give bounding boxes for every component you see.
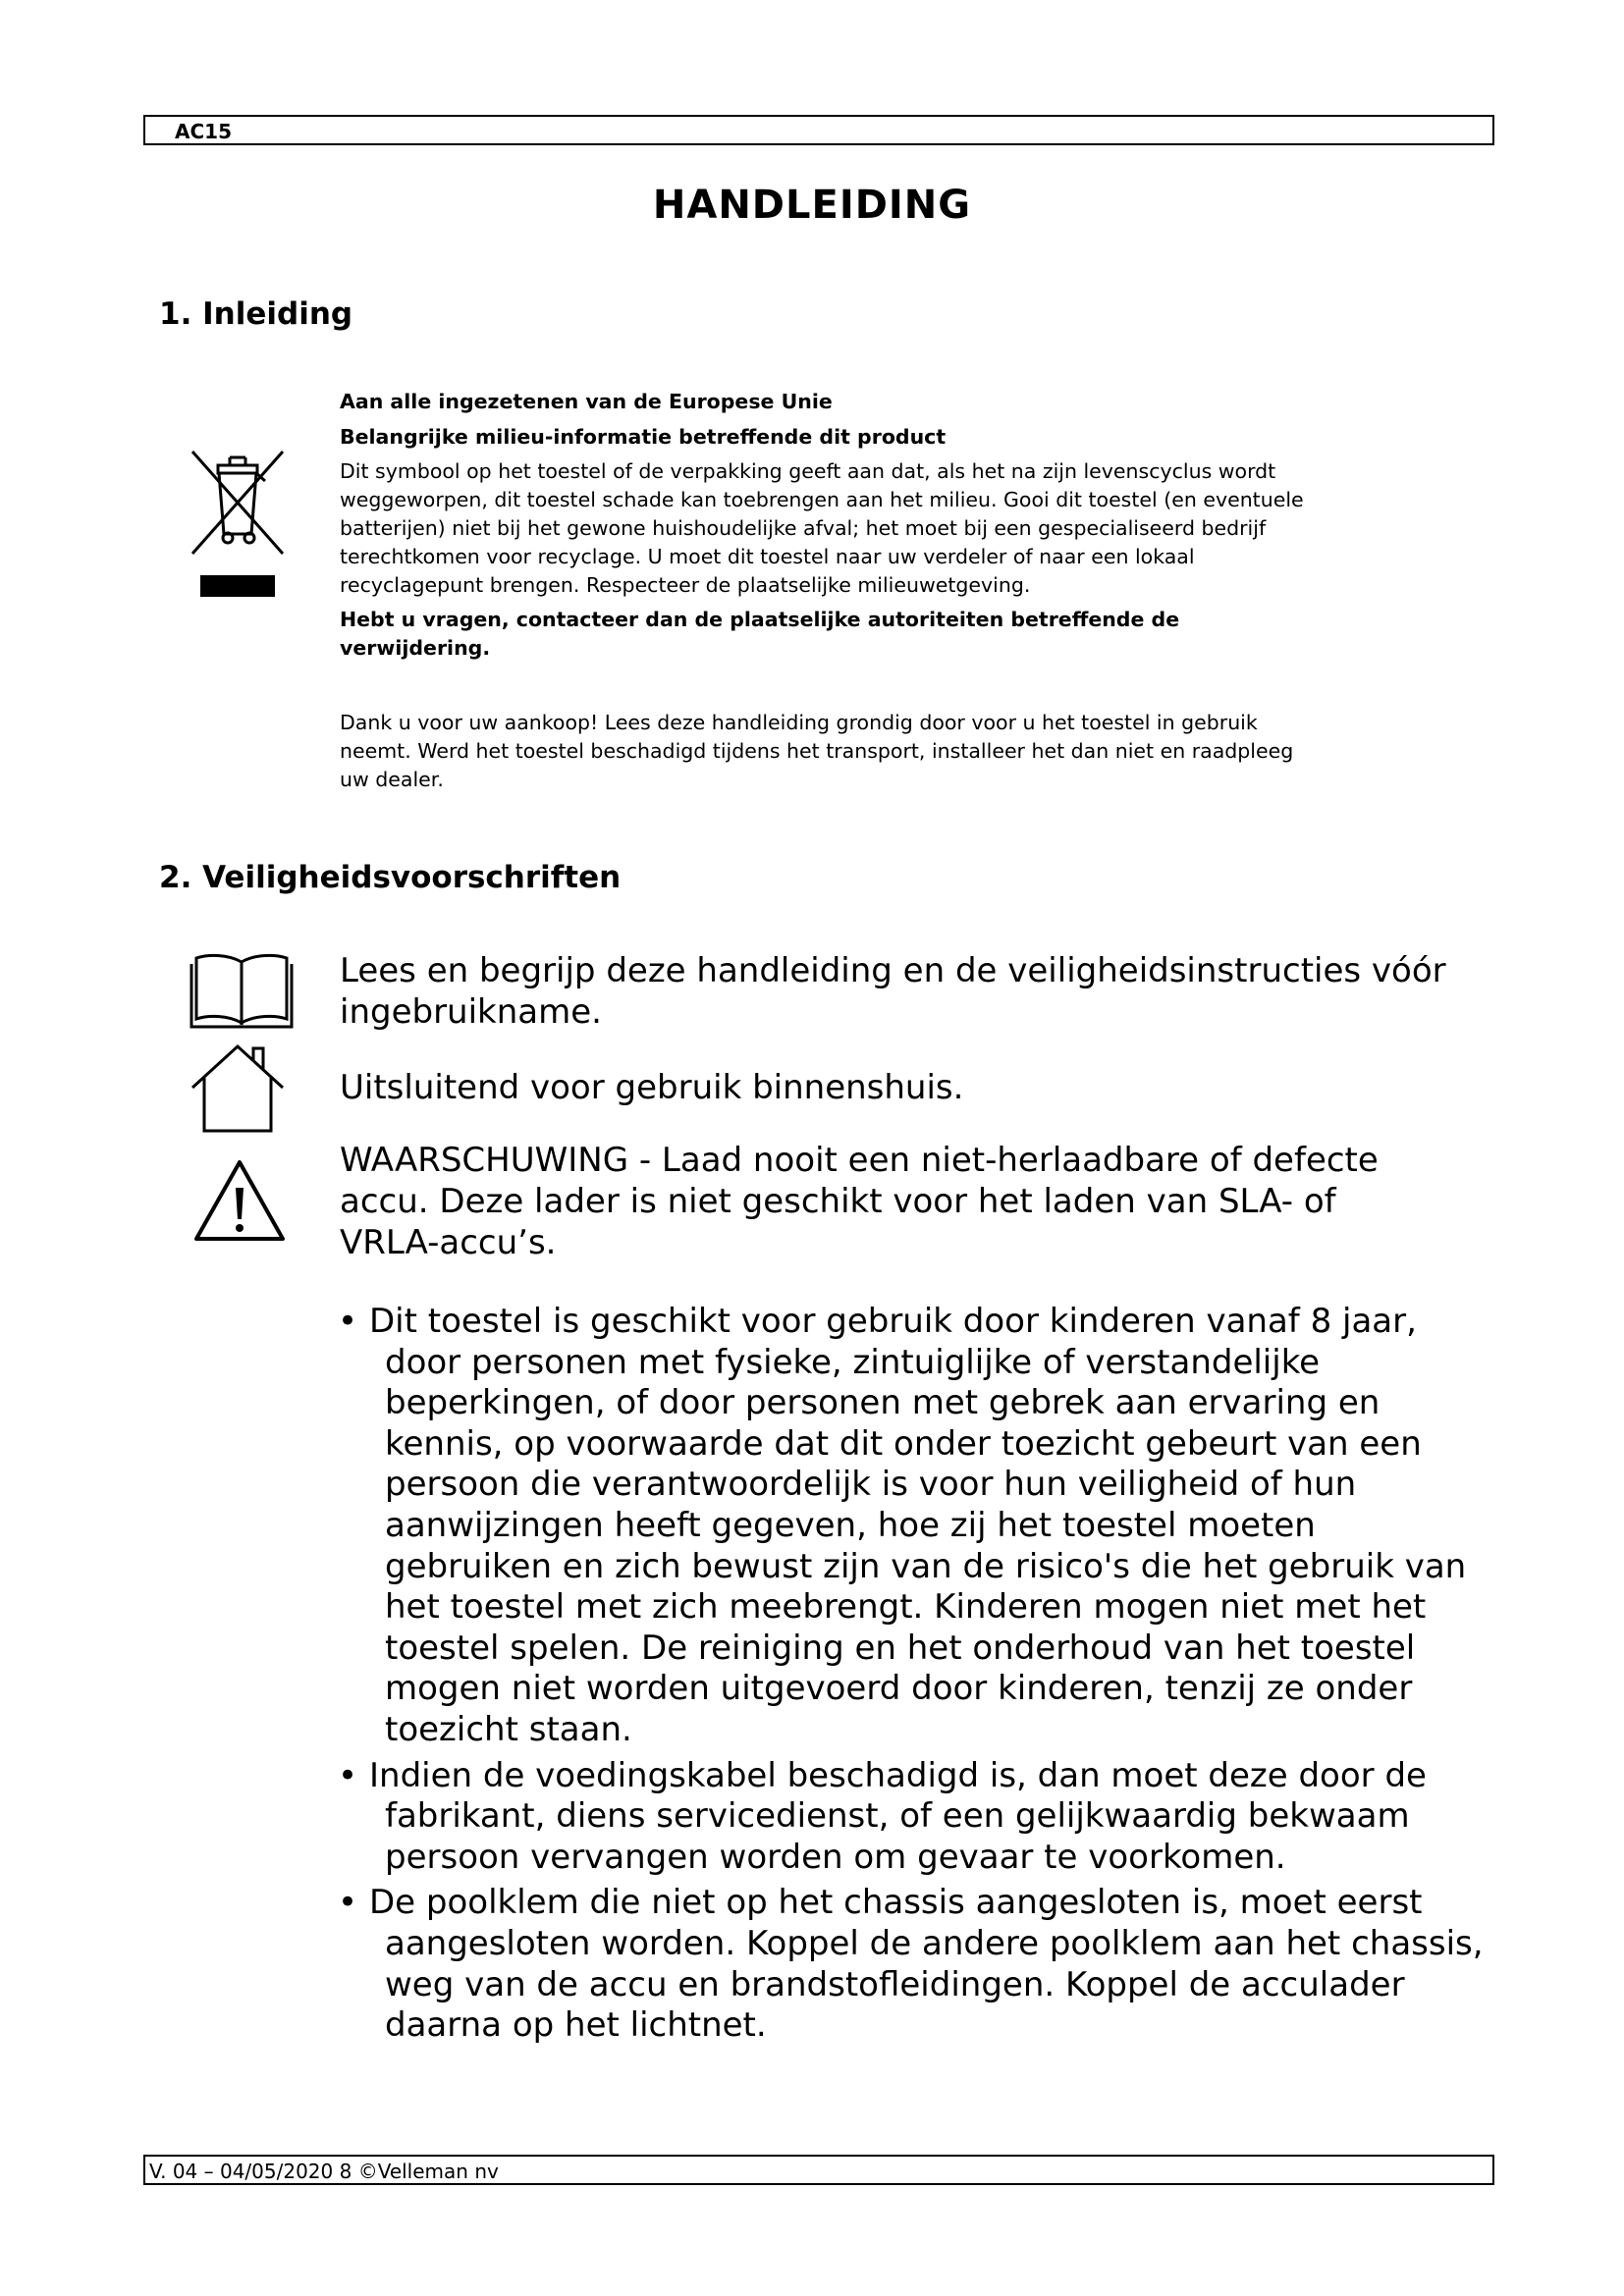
manual-line: ingebruikname.	[340, 992, 602, 1032]
weee-heading-info: Belangrijke milieu-informatie betreffende dit product	[340, 425, 947, 449]
weee-line: terechtkomen voor recyclage. U moet dit toestel naar uw verdeler of naar een lokaal	[340, 545, 1195, 568]
manual-line: Lees en begrijp deze handleiding en de veiligheidsinstructies vóór	[340, 951, 1446, 990]
thanks-line: Dank u voor uw aankoop! Lees deze handleiding grondig door voor u het toestel in gebruik	[340, 711, 1258, 734]
weee-line: Dit symbool op het toestel of de verpakking geeft aan dat, als het na zijn levenscyclus wordt	[340, 459, 1276, 483]
warning-triangle-icon	[192, 1158, 287, 1243]
thanks-line: neemt. Werd het toestel beschadigd tijdens het transport, installeer het dan niet en raadpleeg	[340, 739, 1294, 763]
weee-line: recyclagepunt brengen. Respecteer de plaatselijke milieuwetgeving.	[340, 573, 1031, 597]
weee-contact-line: Hebt u vragen, contacteer dan de plaatselijke autoriteiten betreffende de	[340, 608, 1180, 631]
indoor-use-line: Uitsluitend voor gebruik binnenshuis.	[340, 1068, 964, 1107]
page-footer	[143, 2155, 1494, 2185]
weee-line: weggeworpen, dit toestel schade kan toebrengen aan het milieu. Gooi dit toestel (en eventuele	[340, 488, 1304, 511]
section-1-heading: 1. Inleiding	[159, 296, 353, 332]
safety-bullet-list	[334, 1302, 1492, 2052]
bullet-text: Dit toestel is geschikt voor gebruik door kinderen vanaf 8 jaar, door personen met fysieke, zintuiglijke of verstandelijke beperkingen, of door personen met gebrek aan ervaring en kennis, op voorwaarde dat dit onder toezicht gebeurt van een persoon die verantwoordelijk is voor hun veiligheid of hun aanwijzingen heeft gegeven, hoe zij het toestel moeten gebruiken en zich bewust zijn van de risico's die het gebruik van het toestel met zich meebrengt. Kinderen mogen niet met het toestel spelen. De reiniging en het onderhoud van het toestel mogen niet worden uitgevoerd door kinderen, tenzij ze onder toezicht staan.	[369, 1302, 1467, 1749]
warning-line: VRLA-accu’s.	[340, 1223, 557, 1262]
warning-line: WAARSCHUWING - Laad nooit een niet-herlaadbare of defecte	[340, 1141, 1379, 1180]
list-item	[334, 1883, 1492, 2046]
list-item	[334, 1302, 1492, 1751]
list-item	[334, 1756, 1492, 1879]
bullet-text: Indien de voedingskabel beschadigd is, dan moet deze door de fabrikant, diens servicedienst, of een gelijkwaardig bekwaam persoon vervangen worden om gevaar te voorkomen.	[369, 1755, 1427, 1877]
warning-line: accu. Deze lader is niet geschikt voor het laden van SLA- of	[340, 1182, 1336, 1221]
bullet-symbol: •	[338, 1883, 358, 1923]
weee-line: batterijen) niet bij het gewone huishoudelijke afval; het moet bij een gespecialiseerd bedrijf	[340, 516, 1267, 540]
page-header	[143, 115, 1494, 145]
bullet-text: De poolklem die niet op het chassis aangesloten is, moet eerst aangesloten worden. Koppel de andere poolklem aan het chassis, weg van de accu en brandstofleidingen. Koppel de acculader daarna op het lichtnet.	[369, 1883, 1484, 2046]
bullet-symbol: •	[338, 1302, 358, 1341]
page-title: HANDLEIDING	[652, 183, 972, 228]
weee-heading-eu: Aan alle ingezetenen van de Europese Unie	[340, 390, 833, 413]
indoor-use-house-icon	[189, 1041, 287, 1135]
model-label: AC15	[175, 120, 232, 143]
weee-bin-icon	[187, 444, 289, 601]
weee-contact-line: verwijdering.	[340, 636, 491, 660]
bullet-symbol: •	[338, 1755, 358, 1795]
read-manual-icon	[189, 950, 295, 1031]
thanks-line: uw dealer.	[340, 768, 444, 791]
section-2-heading: 2. Veiligheidsvoorschriften	[159, 860, 622, 895]
footer-text: V. 04 – 04/05/2020 8 ©Velleman nv	[149, 2160, 499, 2183]
